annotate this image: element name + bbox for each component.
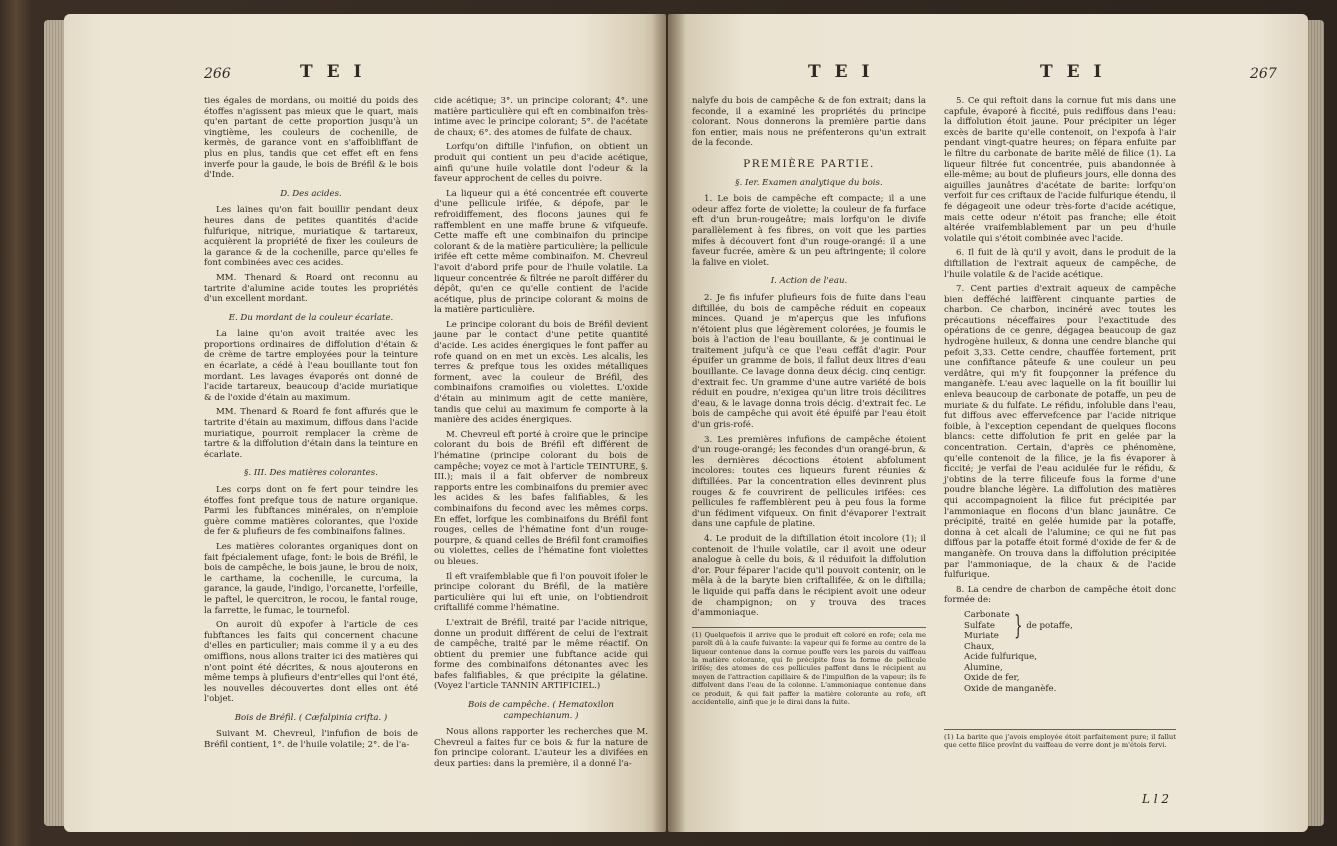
book-gutter <box>652 14 686 832</box>
paragraph: 4. Le produit de la diftillation étoit incolore (1); il contenoit de l'huile volatile, car il avoit une odeur analogue à celle du bois, & il réduifoit la diffolution d'or. Pour féparer l'acide qu'il pouvoit contenir, on le mêla à de la baryte bien criftallifée, & on le diftilla; le liquide qui paffa dans le récipient avoit une odeur de champignon; on y trouva des traces d'ammoniaque. <box>692 533 926 619</box>
right-page-edges <box>1306 20 1324 826</box>
left-column-1 <box>204 96 418 755</box>
section-heading: Bois de campêche. ( Hematoxilon campechianum. ) <box>468 700 614 721</box>
paragraph: 3. Les premières infufions de campêche étoient d'un rouge-orangé; les fecondes d'un orangé-brun, & les dernières décoctions étoient abfolument incolores: toutes ces liqueurs furent réunies & diftillées. Par la concentration elles devinrent plus rouges & fe couvrirent de pellicules irifées: ces pellicules fe raffemblèrent peu à peu fous la forme d'un fédiment vifqueux. On finit d'évaporer l'extrait dans une capfule de platine. <box>692 434 926 530</box>
signature-mark: L l 2 <box>1142 792 1170 806</box>
paragraph: Les laines qu'on fait bouillir pendant deux heures dans de petites quantités d'acide fulfurique, nitrique, muriatique & tartareux, acquièrent la propriété de fixer les couleurs de la garance & de la cochenille, parce qu'elles fe font combinées avec ces acides. <box>204 205 418 269</box>
section-heading: §. III. Des matières colorantes. <box>244 468 378 479</box>
paragraph: MM. Thenard & Roard fe font affurés que le tartrite d'étain au maximum, diffous dans l'acide muriatique, pourroit remplacer la crème de tartre & la diffolution d'étain dans la teinture en écarlate. <box>204 407 418 460</box>
footnote: (1) Quelquefois il arrive que le produit eft coloré en rofe; cela me paroît dû à la caufe fuivante: la vapeur qui fe forme au centre de la liqueur contenue dans la cornue pouffe vers les parois du vaiffeau la matière colorante, qui fe précipite fous la forme de pellicule irifée; des atomes de ces pellicules paffent dans le récipient au moyen de l'attraction capillaire & de l'impulfion de la vapeur; ils fe diffolvent dans l'eau de la colonne. L'ammoniaque contenue dans ce produit, & qui fait paffer la matière colorante au rofe, eft accidentelle, ainfi que je le dirai dans la fuite. <box>692 627 926 707</box>
paragraph: Nous allons rapporter les recherches que M. Chevreul a faites fur ce bois & fur la nature de fon principe colorant. L'auteur les a divifées en deux parties: dans la première, il a donné l'a- <box>434 727 648 770</box>
paragraph: La laine qu'on avoit traitée avec les proportions ordinaires de diffolution d'étain & de crème de tartre employées pour la teinture en écarlate, a cédé à l'eau bouillante tout fon mordant. Les lavages évaporés ont donné de l'acide tartareux, beaucoup d'acide muriatique & de l'oxide d'étain au maximum. <box>204 329 418 403</box>
section-heading: E. Du mordant de la couleur écarlate. <box>228 312 394 323</box>
ash-composition-list <box>964 610 1176 695</box>
paragraph: On auroit dû expofer à l'article de ces fubftances les faits qui concernent chacune d'elles en particulier; mais comme il y a eu des omiffions, nous allons traiter ici des matières qui n'ont point été décrites, & nous ajouterons en même temps à plufieurs d'entr'elles qui l'ont été, les nouvelles découvertes dont elles ont été l'objet. <box>204 620 418 705</box>
right-column-1 <box>692 96 926 706</box>
list-item: Oxide de fer, <box>964 673 1020 684</box>
footnote: (1) La barite que j'avois employée étoit parfaitement pure; il fallut que cette filice provînt du vaiffeau de verre dont je m'étois fervi. <box>944 729 1176 750</box>
paragraph: MM. Thenard & Roard ont reconnu au tartrite d'alumine acide toutes les propriétés d'un excellent mordant. <box>204 272 418 305</box>
right-page <box>668 14 1308 832</box>
left-column-2 <box>434 96 648 774</box>
left-page-number: 266 <box>204 66 231 82</box>
paragraph: 7. Cent parties d'extrait aqueux de campêche bien defféché laiffèrent cinquante parties de charbon. Ce charbon, incinéré avec toutes les précautions néceffaires pour l'exactitude des opérations de ce genre, dégagea beaucoup de gaz hydrogène huileux, & donna une cendre blanche qui pefoit 3,33. Cette cendre, chauffée fortement, prit une confiftance pâteufe & une couleur un peu verdâtre, qui m'y fit foupçonner la préfence du manganèfe. L'eau avec laquelle on la fit bouillir lui enleva beaucoup de carbonate de potaffe, un peu de muriate & du fulfate. Le réfidu, infoluble dans l'eau, fut diffous avec effervefcence par l'acide nitrique foible, à l'exception cependant de quelques flocons blancs: cette diffolution fe prit en gelée par la concentration. Certain, d'après ce phénomène, qu'elle contenoit de la filice, je la fis évaporer à ficcité; je verfai de l'eau acidulée fur le réfidu, & j'obtins de la terre filiceufe fous la forme d'une poudre blanche légère. La diffolution des matières qui accompagnoient la filice fut précipitée par l'ammoniaque en flocons d'un blanc jaunâtre. Ce précipité, traité en gelée humide par la potaffe, donna à cet alcali de l'alumine; ce qui ne fut pas diffous par la potaffe étoit formé d'oxide de fer & de manganèfe. On trouva dans la diffolution précipitée par l'ammoniaque, de la chaux & de l'acide fulfurique. <box>944 284 1176 581</box>
right-running-head-2: T E I <box>1040 62 1106 82</box>
list-item: Alumine, <box>964 662 1003 673</box>
section-heading: Bois de Bréfil. ( Cæfalpinia crifta. ) <box>234 712 388 723</box>
list-item: Acide fulfurique, <box>964 652 1037 663</box>
right-column-2 <box>944 96 1176 749</box>
paragraph: Lorfqu'on diftille l'infufion, on obtient un produit qui contient un peu d'acide acétique, ainfi qu'une huile volatile dont l'odeur & la faveur approchent de celles du poivre. <box>434 142 648 185</box>
paragraph: Les matières colorantes organiques dont on fait fpécialement ufage, font: le bois de Bréfil, le bois de campêche, le bois jaune, le brou de noix, le carthame, la cochenille, le curcuma, la garance, la gaude, l'indigo, l'orcanette, l'orfeille, le paftel, le quercitron, le rocou, le fantal rouge, la farrette, le fumac, le tournefol. <box>204 541 418 616</box>
left-page-edges <box>44 20 66 826</box>
brace-symbol: } <box>1013 610 1023 641</box>
list-group-suffix: de potaffe, <box>1026 620 1073 631</box>
paragraph: La liqueur qui a été concentrée eft couverte d'une pellicule irifée, & dépofe, par le refroidiffement, des flocons jaunes qui fe raffemblent en une maffe brune & vifqueufe. Cette maffe eft une combinaifon du principe colorant & de la matière particulière; la pellicule irifée eft cette même combinaifon. M. Chevreul l'avoit d'abord prife pour de l'huile volatile. La liqueur concentrée & filtrée ne paroît différer du dépôt, qu'en ce qu'elle contient de l'acide acétique, plus de principe colorant & moins de la matière particulière. <box>434 188 648 316</box>
paragraph: 8. La cendre de charbon de campêche étoit donc formée de: <box>944 584 1176 606</box>
paragraph: Suivant M. Chevreul, l'infufion de bois de Bréfil contient, 1°. de l'huile volatile; 2°. de l'a- <box>204 729 418 751</box>
paragraph: Les corps dont on fe fert pour teindre les étoffes font prefque tous de nature organique. Parmi les fubftances minérales, on n'emploie guère comme matières colorantes, que l'oxide de fer & plufieurs de fes combinaifons falines. <box>204 485 418 538</box>
potash-salts-names <box>964 610 1010 642</box>
section-heading: §. Ier. Examen analytique du bois. <box>735 177 883 188</box>
list-item: Carbonate <box>964 609 1010 620</box>
paragraph: L'extrait de Bréfil, traité par l'acide nitrique, donne un produit différent de celui de l'extrait de campêche, traité par le même réactif. On obtient du premier une fubftance acide qui forme des combinaifons détonantes avec les bafes falifiables, & que précipite la gélatine. (Voyez l'article TANNIN ARTIFICIEL.) <box>434 617 648 692</box>
right-page-number: 267 <box>1250 66 1277 82</box>
paragraph: nalyfe du bois de campêche & de fon extrait; dans la feconde, il a examiné les propriétés du principe colorant. Nous donnerons la première partie dans fon entier, mais nous ne préfenterons qu'un extrait de la feconde. <box>692 96 926 149</box>
left-running-head: T E I <box>300 62 366 82</box>
potash-salts-group <box>964 610 1176 642</box>
paragraph: M. Chevreul eft porté à croire que le principe colorant du bois de Bréfil eft différent de l'hématine (principe colorant du bois de campêche; voyez ce mot à l'article TEINTURE, §. III.); mais il a fait obferver de nombreux rapports entre les combinaifons du premier avec les acides & les bafes falifiables, & les combinaifons du fecond avec les mêmes corps. En effet, lorfque les combinaifons du Bréfil font rouges, celles de l'hématine font d'un rouge-pourpre, & quand celles de Bréfil font cramoifies ou violettes, celles de l'hématine font violettes ou bleues. <box>434 429 649 567</box>
list-item: Chaux, <box>964 641 995 652</box>
left-page <box>64 14 666 832</box>
paragraph: Il eft vraifemblable que fi l'on pouvoit ifoler le principe colorant du Bréfil, de la matière particulière qui lui eft unie, on l'obtiendroit criftallifé comme l'hématine. <box>434 571 648 614</box>
list-item: Oxide de manganèfe. <box>964 684 1057 695</box>
section-heading: I. Action de l'eau. <box>770 276 848 287</box>
paragraph: 6. Il fuit de là qu'il y avoit, dans le produit de la diftillation de l'extrait aqueux de campêche, de l'huile volatile & de l'acide acétique. <box>944 248 1176 280</box>
paragraph: ties égales de mordans, ou moitié du poids des étoffes n'agissent pas mieux que le quart, mais qu'en partant de cette proportion jusqu'à un vingtième, les couleurs de cochenille, de kermès, de garance vont en s'affoibliffant de plus en plus, tandis que cet effet eft en fens inverfe pour la gaude, le bois de Bréfil & le bois d'Inde. <box>204 96 418 181</box>
paragraph: 5. Ce qui reftoit dans la cornue fut mis dans une capfule, évaporé à ficcité, puis rediffous dans l'eau: la diffolution étoit jaune. Pour précipiter un léger excès de barite qu'elle contenoit, on l'expofa à l'air pendant vingt-quatre heures; on fépara enfuite par le filtre du carbonate de barite mêlé de filice (1). La liqueur filtrée fut concentrée, puis abandonnée à elle-même; au bout de plufieurs jours, elle donna des aiguilles jaunâtres d'acétate de barite: lorfqu'on verfoit fur ces criftaux de l'acide fulfurique étendu, il fe dégageoit une odeur très-forte d'acide acétique, mais cette odeur n'étoit pas franche; elle étoit altérée vraifemblablement par un peu d'huile volatile qui s'étoit combinée avec l'acide. <box>944 96 1176 244</box>
paragraph: Le principe colorant du bois de Bréfil devient jaune par le contact d'une petite quantité d'acide. Les acides énergiques le font paffer au rofe quand on en met un excès. Les alcalis, les terres & prefque tous les oxides métalliques forment, avec la couleur de Bréfil, des combinaifons cramoifies ou violettes. L'oxide d'étain au minimum agit de cette manière, tandis que celui au maximum fe comporte à la manière des acides énergiques. <box>434 319 648 426</box>
list-item: Muriate <box>964 631 999 642</box>
paragraph: cide acétique; 3°. un principe colorant; 4°. une matière particulière qui eft en combinaifon très-intime avec le principe colorant; 5°. de l'acétate de chaux; 6°. des atomes de fulfate de chaux. <box>434 96 648 138</box>
paragraph: 1. Le bois de campêche eft compacte; il a une odeur affez forte de violette; la couleur de fa furface eft d'un brun-rougeâtre; mais lorfqu'on le divife parallèlement à fes fibres, on voit que les parties mifes à découvert font d'un rouge-orangé: il a une faveur fucrée, amère & un peu aftringente; il colore la falive en violet. <box>692 194 926 268</box>
paragraph: 2. Je fis infufer plufieurs fois de fuite dans l'eau diftillée, du bois de campêche réduit en copeaux minces. Quand je m'aperçus que les infufions n'étoient plus que légèrement colorées, je foumis le bois à l'action de l'eau bouillante, & je continuai le traitement jufqu'à ce que l'eau ceffât d'agir. Pour épuifer un gramme de bois, il fallut deux litres d'eau bouillante. Ce lavage donna deux décig. cinq centigr. d'extrait fec. Un gramme d'une autre variété de bois réduit en poudre, n'exigea qu'un litre trois décilitres d'eau, & le lavage donna trois décig. d'extrait fec. Le bois de campêche qui avoit été épuifé par l'eau étoit d'un gris-rofé. <box>692 292 926 431</box>
list-item: Sulfate <box>964 620 996 631</box>
part-heading: PREMIÈRE PARTIE. <box>743 157 875 170</box>
right-running-head: T E I <box>808 62 874 82</box>
section-heading: D. Des acides. <box>280 188 342 199</box>
